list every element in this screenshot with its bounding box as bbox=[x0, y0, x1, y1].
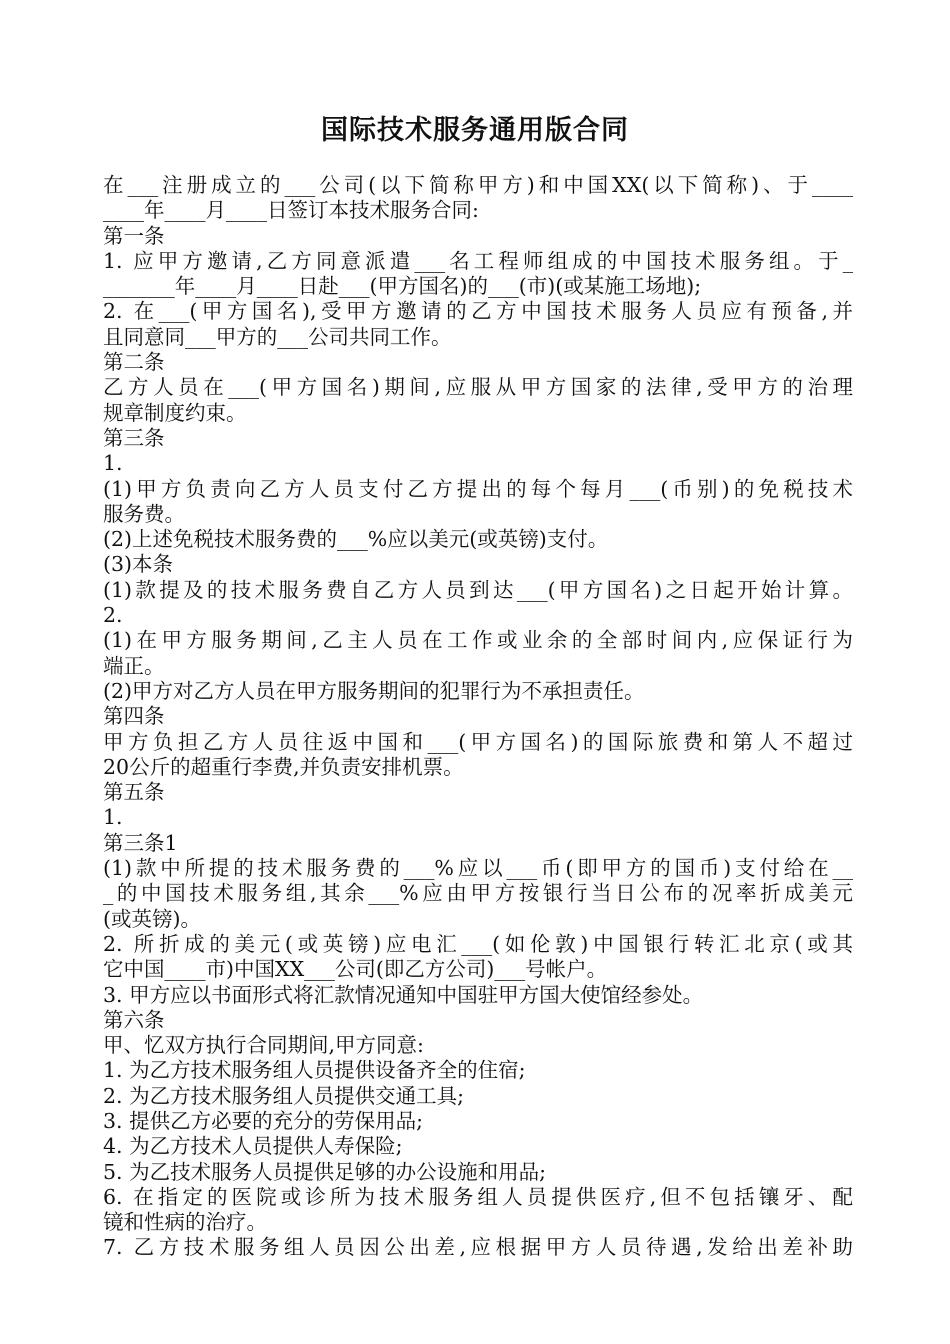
text-line: 7. 乙方技术服务组人员因公出差,应根据甲方人员待遇,发给出差补助 bbox=[103, 1235, 853, 1260]
text-line: 服务费。 bbox=[103, 501, 185, 526]
text-line: (1)款提及的技术服务费自乙方人员到达___(甲方国名)之日起开始计算。 bbox=[103, 577, 853, 602]
text-line: 2. bbox=[103, 603, 123, 628]
text-line: _的中国技术服务组,其余___%应由甲方按银行当日公布的况率折成美元 bbox=[103, 881, 853, 906]
text-line: 3. 提供乙方必要的充分的劳保用品; bbox=[103, 1108, 423, 1133]
text-line: 5. 为乙技术服务人员提供足够的办公设施和用品; bbox=[103, 1159, 546, 1184]
text-line: (1)在甲方服务期间,乙主人员在工作或业余的全部时间内,应保证行为 bbox=[103, 628, 853, 653]
text-line: 第三条 bbox=[103, 425, 165, 450]
text-line: 第六条 bbox=[103, 1007, 165, 1032]
text-line: (2)甲方对乙方人员在甲方服务期间的犯罪行为不承担责任。 bbox=[103, 678, 645, 703]
text-line: 规章制度约束。 bbox=[103, 400, 247, 425]
text-line: (1)甲方负责向乙方人员支付乙方提出的每个每月___(币别)的免税技术 bbox=[103, 476, 853, 501]
text-line: 第四条 bbox=[103, 704, 165, 729]
text-line: (3)本条 bbox=[103, 552, 174, 577]
text-line: 它中国____市)中国XX___公司(即乙方公司)___号帐户。 bbox=[103, 957, 608, 982]
contract-body bbox=[103, 173, 853, 1261]
text-line: 20公斤的超重行李费,并负责安排机票。 bbox=[103, 754, 464, 779]
text-line: 2. 为乙方技术服务组人员提供交通工具; bbox=[103, 1083, 464, 1108]
text-line: 1. bbox=[103, 805, 123, 830]
text-line: 1. bbox=[103, 451, 123, 476]
text-line: 在___注册成立的___公司(以下简称甲方)和中国XX(以下简称)、于____ bbox=[103, 173, 853, 197]
text-line: 甲方负担乙方人员往返中国和___(甲方国名)的国际旅费和第人不超过 bbox=[103, 729, 853, 754]
text-line: (或英镑)。 bbox=[103, 906, 201, 931]
text-line: 4. 为乙方技术人员提供人寿保险; bbox=[103, 1134, 403, 1159]
text-line: 且同意同___甲方的___公司共同工作。 bbox=[103, 324, 452, 349]
text-line: 2. 在___(甲方国名),受甲方邀请的乙方中国技术服务人员应有预备,并 bbox=[103, 299, 853, 324]
text-line: 1. 为乙方技术服务组人员提供设备齐全的住宿; bbox=[103, 1058, 526, 1083]
text-line: ____年____月____日签订本技术服务合同: bbox=[103, 198, 479, 223]
text-line: 乙方人员在___(甲方国名)期间,应服从甲方国家的法律,受甲方的治理 bbox=[103, 375, 853, 400]
text-line: 2. 所折成的美元(或英镑)应电汇___(如伦敦)中国银行转汇北京(或其 bbox=[103, 931, 853, 956]
text-line: _______年____月____日赴___(甲方国名)的___(市)(或某施工场地); bbox=[103, 274, 702, 299]
text-line: 镜和性病的治疗。 bbox=[103, 1210, 267, 1235]
text-line: 甲、忆双方执行合同期间,甲方同意: bbox=[103, 1033, 424, 1058]
text-line: 端正。 bbox=[103, 653, 165, 678]
text-line: 1. 应甲方邀请,乙方同意派遣___名工程师组成的中国技术服务组。于_ bbox=[103, 248, 853, 273]
text-line: 第三条1 bbox=[103, 830, 178, 855]
text-line: 6. 在指定的医院或诊所为技术服务组人员提供医疗,但不包括镶牙、配 bbox=[103, 1184, 853, 1209]
document-title: 国际技术服务通用版合同 bbox=[321, 115, 629, 146]
text-line: (1)款中所提的技术服务费的___%应以___币(即甲方的国币)支付给在__ bbox=[103, 856, 853, 881]
text-line: 3. 甲方应以书面形式将汇款情况通知中国驻甲方国大使馆经参处。 bbox=[103, 982, 704, 1007]
text-line: (2)上述免税技术服务费的___%应以美元(或英镑)支付。 bbox=[103, 527, 609, 552]
text-line: 第五条 bbox=[103, 780, 165, 805]
text-line: 第一条 bbox=[103, 223, 165, 248]
text-line: 第二条 bbox=[103, 350, 165, 375]
